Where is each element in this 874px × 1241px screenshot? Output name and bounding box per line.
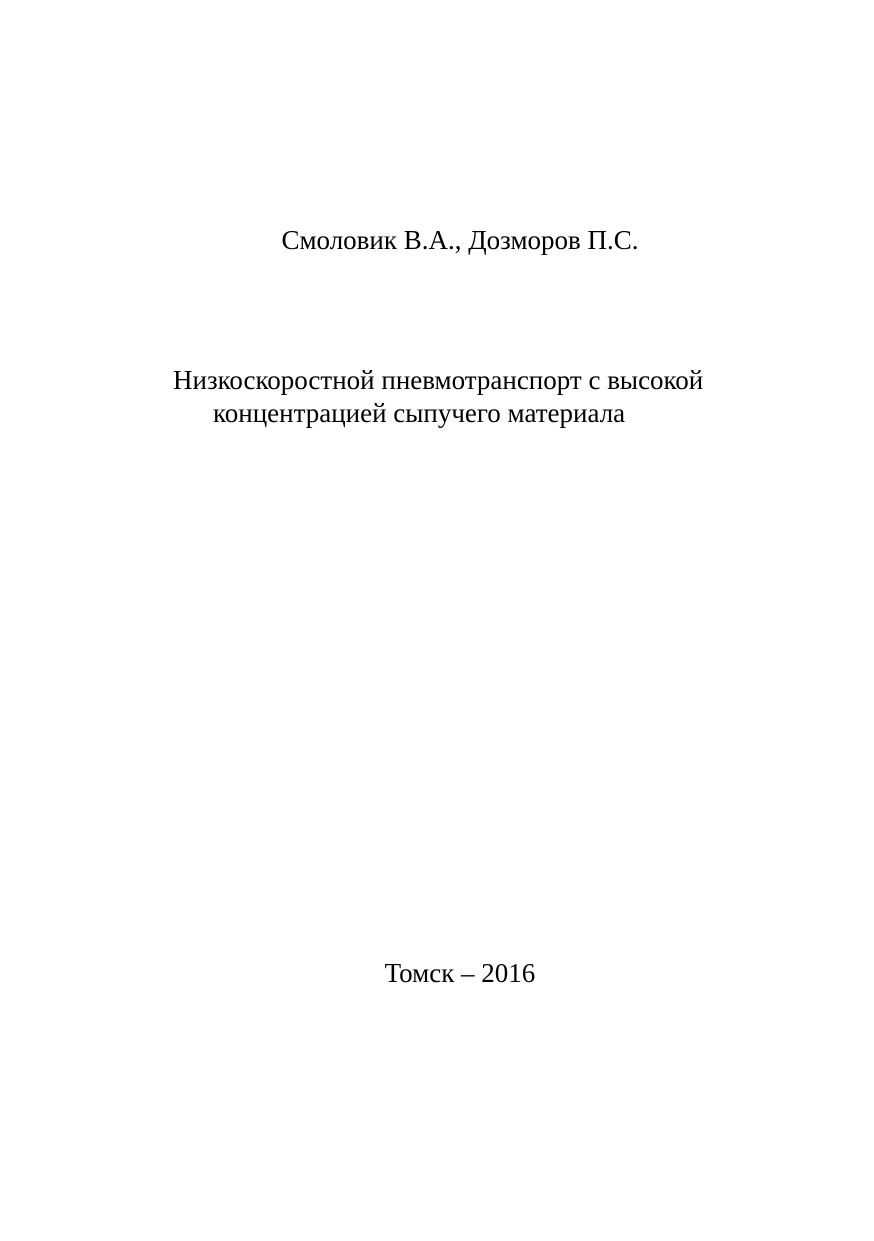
- authors: Смоловик В.А., Дозморов П.С.: [281, 225, 639, 255]
- title-line-2: концентрацией сыпучего материала: [213, 398, 626, 428]
- city-year: Томск – 2016: [384, 958, 536, 988]
- title-line-1: Низкоскоростной пневмотранспорт с высокой: [173, 365, 704, 395]
